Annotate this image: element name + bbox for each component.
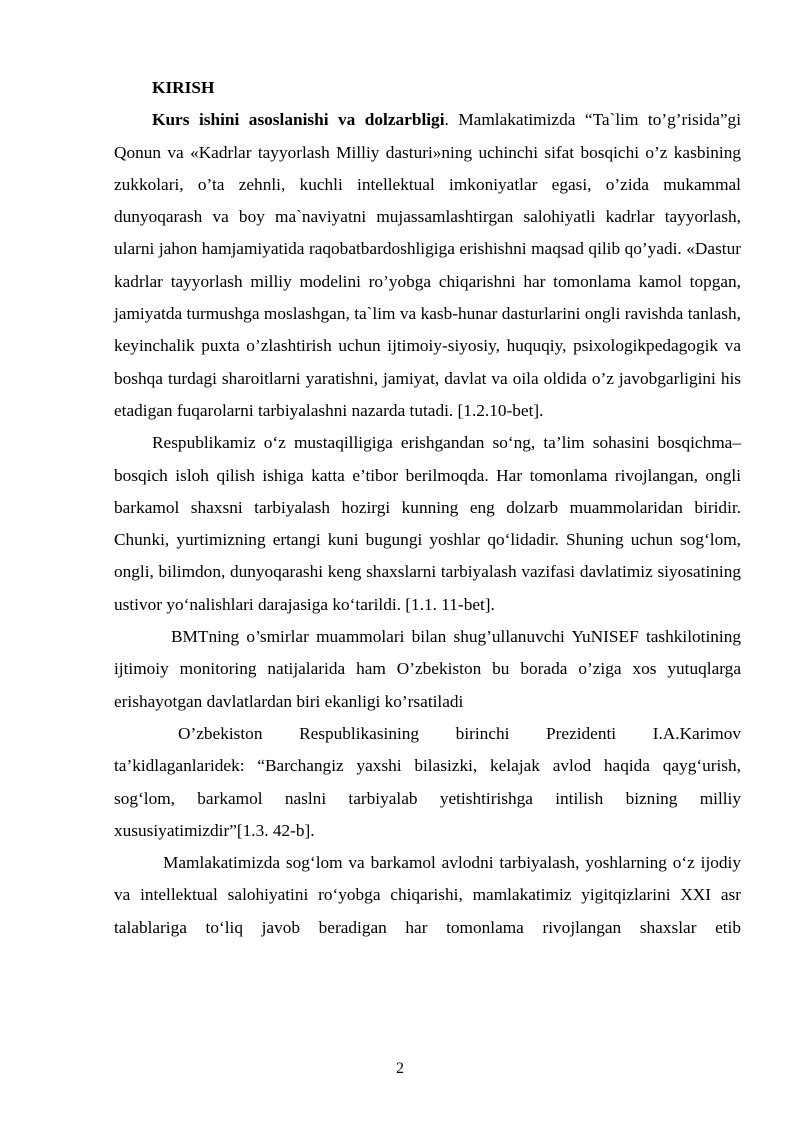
section-heading: KIRISH — [152, 78, 215, 97]
paragraph-lead-term: Kurs ishini asoslanishi va dolzarbligi — [152, 110, 445, 130]
document-body — [114, 72, 741, 976]
paragraph-healthy-generation: Mamlakatimizda sog‘lom va barkamol avlodni tarbiyalash, yoshlarning o‘z ijodiy va intellektual salohiyatini ro‘yobga chiqarishi, mamlakatimiz yigitqizlarini XXI asr talablariga to‘liq javob beradigan har tomonlama rivojlangan shaxslar etib — [114, 853, 741, 937]
paragraph-relevance — [114, 104, 741, 427]
paragraph-independence: Respublikamiz o‘z mustaqilligiga erishgandan so‘ng, ta’lim sohasini bosqichma–bosqich isloh qilish ishiga katta e’tibor berilmoqda. Har tomonlama rivojlangan, ongli barkamol shaxsni tarbiyalash hozirgi kunning eng dolzarb muammolaridan biridir. Chunki, yurtimizning ertangi kuni bugungi yoshlar qo‘lidadir. Shuning uchun sog‘lom, ongli, bilimdon, dunyoqarashi keng shaxslarni tarbiyalash vazifasi davlatimiz siyosatining ustivor yo‘nalishlari darajasiga ko‘tarildi. [1.1. 11-bet]. — [114, 433, 741, 614]
paragraph-president-quote: O’zbekiston Respublikasining birinchi Prezidenti I.A.Karimov ta’kidlaganlaridek: “Barchangiz yaxshi bilasizki, kelajak avlod haqida qayg‘urish, sog‘lom, barkamol naslni tarbiyalab yetishtirishga intilish bizning milliy xususiyatimizdir”[1.3. 42-b]. — [114, 723, 741, 840]
paragraph-unicef: BMTning o’smirlar muammolari bilan shug’ullanuvchi YuNISEF tashkilotining ijtimoiy monitoring natijalarida ham O’zbekiston bu borada o’ziga xos yutuqlarga erishayotgan davlatlardan biri ekanligi ko’rsatiladi — [114, 627, 741, 711]
paragraph-text: . Mamlakatimizda “Ta`lim to’g’risida”gi Qonun va «Kadrlar tayyorlash Milliy dasturi»ning uchinchi sifat bosqichi o’z kasbining zukkolari, o’ta zehnli, kuchli intellektual imkoniyatlar egasi, o’zida mukammal dunyoqarash va boy ma`naviyatni mujassamlashtirgan salohiyatli kadrlar tayyorlash, ularni jahon hamjamiyatida raqobatbardoshligiga erishishni maqsad qilib qo’yadi. «Dastur kadrlar tayyorlash milliy modelini ro’yobga chiqarishni har tomonlama kamol topgan, jamiyatda turmushga moslashgan, ta`lim va kasb-hunar dasturlarini ongli ravishda tanlash, keyinchalik puxta o’zlashtirish uchun ijtimoiy-siyosiy, huquqiy, psixologikpedagogik va boshqa turdagi sharoitlarni yaratishni, jamiyat, davlat va oila oldida o’z javobgarligini his etadigan fuqarolarni tarbiyalashni nazarda tutadi. [1.2.10-bet]. — [114, 110, 741, 420]
page-number: 2 — [396, 1060, 404, 1077]
